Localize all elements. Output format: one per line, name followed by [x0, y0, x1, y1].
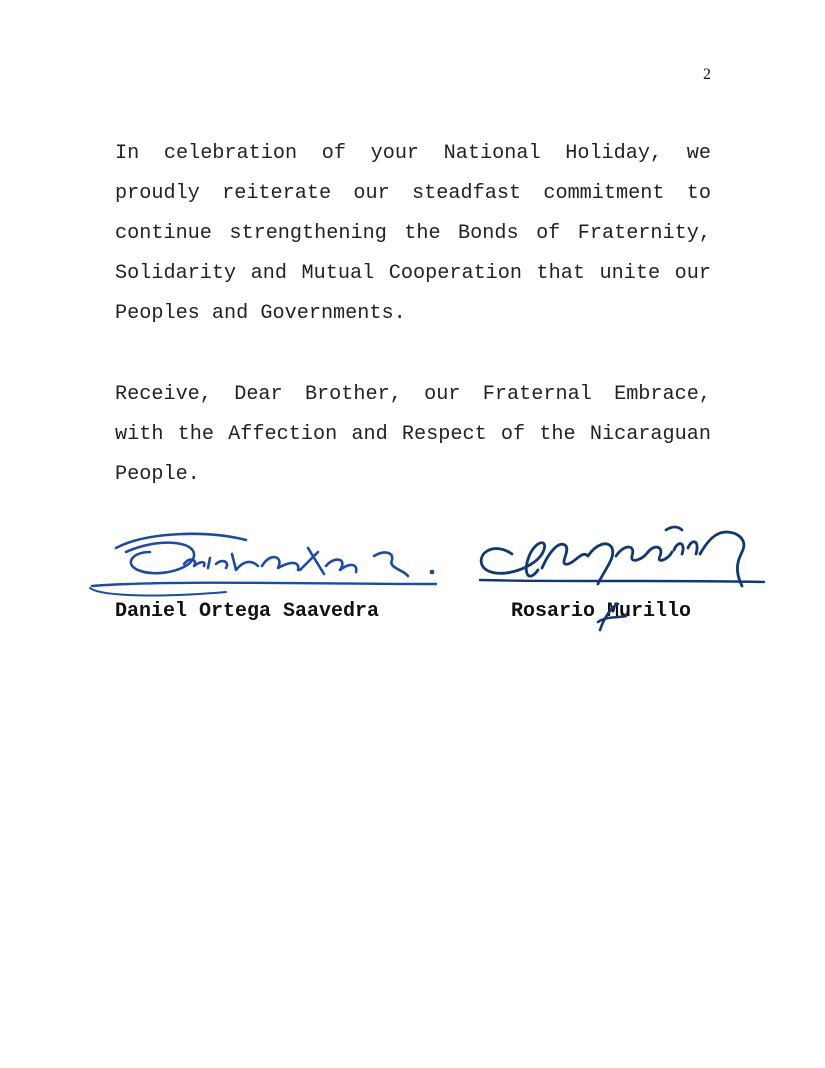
signature-daniel-ortega — [86, 526, 442, 600]
signatory-name-daniel-ortega: Daniel Ortega Saavedra — [115, 600, 380, 623]
signature-rosario-murillo — [472, 510, 768, 606]
paragraph-celebration: In celebration of your National Holiday, we proudly reiterate our steadfast commitment to continue strengthening the Bonds of Fraternity, Solidarity and Mutual Cooperation that unite our Peoples and Governments. — [115, 142, 711, 325]
signature-pen-stroke — [592, 600, 632, 634]
page-number: 2 — [703, 66, 711, 83]
paragraph-embrace: Receive, Dear Brother, our Fraternal Embrace, with the Affection and Respect of the Nicaraguan People. — [115, 383, 711, 486]
signatory-name-rosario-murillo: Rosario Murillo — [511, 600, 692, 623]
